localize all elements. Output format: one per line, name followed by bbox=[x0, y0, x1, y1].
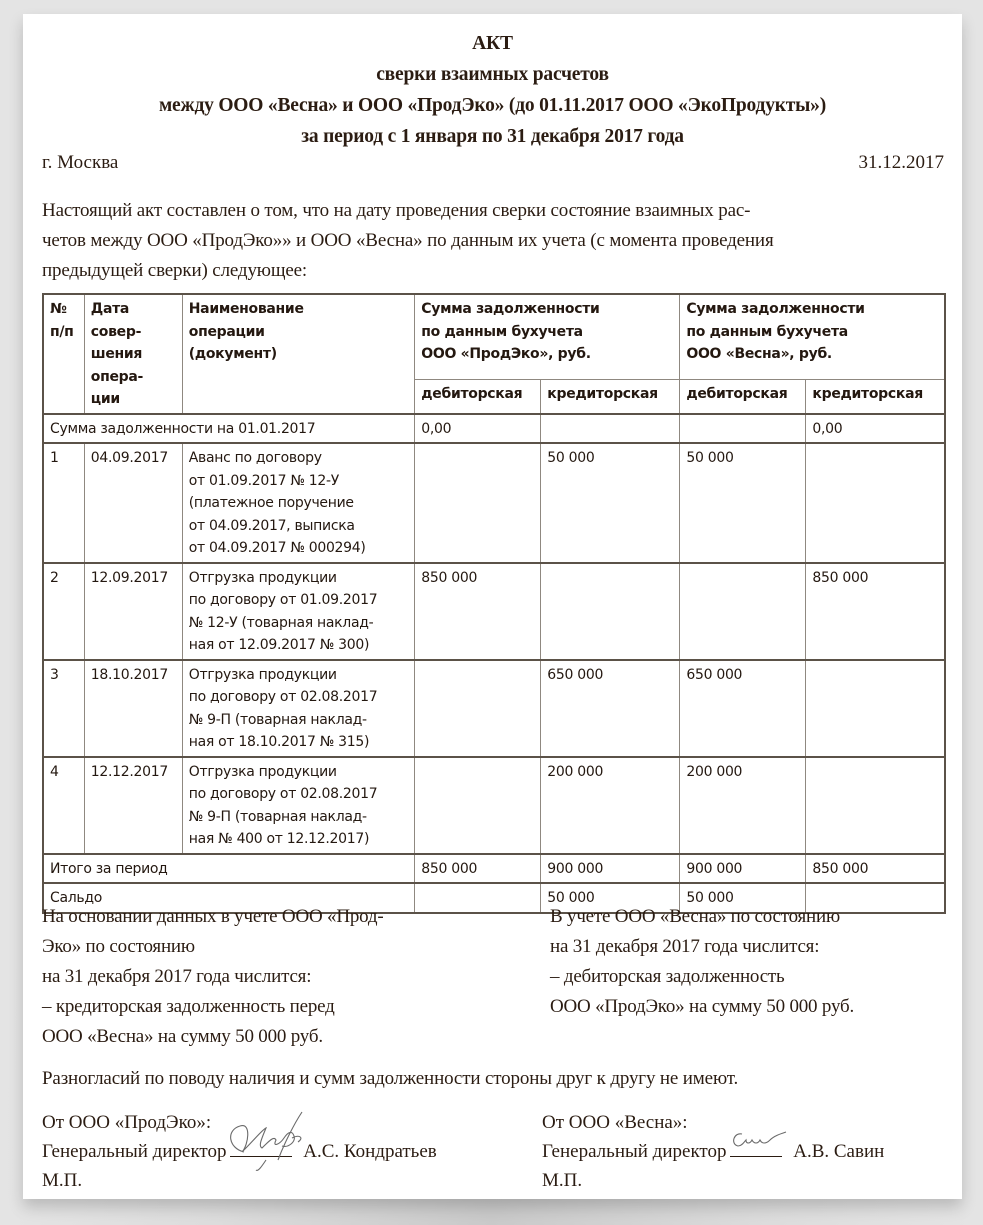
signature-position: Генеральный директор bbox=[42, 1141, 227, 1162]
cell-value bbox=[806, 443, 945, 563]
cell-value: 650 000 bbox=[541, 660, 680, 757]
subheader-credit-prodeko: кредиторская bbox=[541, 380, 680, 414]
signature-field bbox=[730, 1148, 782, 1157]
conclusion-prodeko bbox=[42, 902, 512, 1052]
subheader-debit-vesna: дебиторская bbox=[680, 380, 806, 414]
operation-line: Отгрузка продукции bbox=[188, 763, 337, 780]
signature-from: От ООО «ПродЭко»: bbox=[42, 1112, 212, 1133]
table-row bbox=[43, 757, 945, 854]
cell-value: 0,00 bbox=[415, 414, 541, 444]
title-line: за период с 1 января по 31 декабря 2017 года bbox=[301, 126, 684, 147]
header-text: ООО «ПродЭко», руб. bbox=[421, 346, 591, 362]
operation-line: от 01.09.2017 № 12-У bbox=[188, 472, 339, 489]
header-operation bbox=[182, 294, 415, 414]
cell-value: 900 000 bbox=[680, 854, 806, 884]
header-text: № bbox=[50, 301, 67, 317]
subheader-credit-vesna: кредиторская bbox=[806, 380, 945, 414]
conclusion-line: На основании данных в учете ООО «Прод- bbox=[42, 906, 384, 927]
row-operation bbox=[182, 757, 415, 854]
header-text: операции bbox=[188, 323, 265, 340]
signature-block-prodeko bbox=[42, 1108, 437, 1195]
operation-line: по договору от 01.09.2017 bbox=[188, 592, 378, 608]
city: г. Москва bbox=[42, 152, 119, 173]
cell-value bbox=[806, 757, 945, 854]
operation-line: Отгрузка продукции bbox=[188, 569, 337, 586]
header-text: Сумма задолженности bbox=[686, 301, 865, 317]
cell-value: 50 000 bbox=[680, 883, 806, 913]
operation-line: № 9-П (товарная наклад- bbox=[188, 711, 367, 728]
operation-line: по договору от 02.08.2017 bbox=[188, 786, 378, 802]
cell-value: 200 000 bbox=[541, 757, 680, 854]
cell-value: 50 000 bbox=[541, 443, 680, 563]
operation-line: № 9-П (товарная наклад- bbox=[188, 808, 367, 825]
header-text: шения bbox=[90, 346, 143, 362]
header-text: Сумма задолженности bbox=[421, 301, 600, 317]
title-line: АКТ bbox=[472, 33, 513, 54]
header-text: п/п bbox=[50, 323, 74, 340]
header-vesna bbox=[680, 294, 945, 380]
operation-line: ная № 400 от 12.12.2017) bbox=[188, 831, 370, 847]
header-text: совер- bbox=[90, 323, 142, 340]
intro-line: Настоящий акт составлен о том, что на дату проведения сверки состояние взаимных рас- bbox=[42, 200, 751, 221]
header-text: Наименование bbox=[188, 301, 304, 317]
conclusion-vesna bbox=[550, 902, 950, 1022]
operation-line: от 04.09.2017 № 000294) bbox=[188, 540, 366, 556]
operation-line: от 04.09.2017, выписка bbox=[188, 517, 355, 534]
table-row bbox=[43, 563, 945, 660]
header-date bbox=[84, 294, 182, 414]
conclusion-line: на 31 декабря 2017 года числится: bbox=[550, 936, 820, 957]
header-row bbox=[43, 294, 945, 380]
header-text: Дата bbox=[90, 301, 130, 317]
row-date: 04.09.2017 bbox=[84, 443, 182, 563]
signatory-name: А.С. Кондратьев bbox=[303, 1141, 437, 1162]
table-row bbox=[43, 443, 945, 563]
cell-value: 850 000 bbox=[415, 563, 541, 660]
cell-value: 850 000 bbox=[806, 854, 945, 884]
agreement-statement: Разногласий по поводу наличия и сумм задолженности стороны друг к другу не имеют. bbox=[42, 1068, 739, 1089]
conclusion-line: ООО «Весна» на сумму 50 000 руб. bbox=[42, 1026, 323, 1047]
operation-line: (платежное поручение bbox=[188, 495, 354, 511]
signature-from: От ООО «Весна»: bbox=[542, 1112, 688, 1133]
cell-value: 650 000 bbox=[680, 660, 806, 757]
operation-line: ная от 18.10.2017 № 315) bbox=[188, 734, 370, 750]
conclusion-line: Эко» по состоянию bbox=[42, 936, 195, 957]
document-date: 31.12.2017 bbox=[858, 152, 944, 173]
row-label: Сумма задолженности на 01.01.2017 bbox=[43, 414, 415, 444]
operation-line: Отгрузка продукции bbox=[188, 666, 337, 683]
operation-line: по договору от 02.08.2017 bbox=[188, 689, 378, 705]
cell-value bbox=[541, 414, 680, 444]
row-operation bbox=[182, 443, 415, 563]
header-text: ООО «Весна», руб. bbox=[686, 346, 832, 362]
signature-line bbox=[542, 1137, 884, 1166]
cell-value: 50 000 bbox=[541, 883, 680, 913]
cell-value bbox=[680, 414, 806, 444]
title-line: между ООО «Весна» и ООО «ПродЭко» (до 01.11.2017 ООО «ЭкоПродукты») bbox=[158, 95, 827, 116]
cell-value bbox=[415, 443, 541, 563]
cell-value: 50 000 bbox=[680, 443, 806, 563]
signature-position: Генеральный директор bbox=[542, 1141, 727, 1162]
row-num: 4 bbox=[43, 757, 84, 854]
header-num bbox=[43, 294, 84, 414]
row-date: 12.12.2017 bbox=[84, 757, 182, 854]
total-row bbox=[43, 854, 945, 884]
intro-line: предыдущей сверки) следующее: bbox=[42, 260, 308, 281]
row-num: 2 bbox=[43, 563, 84, 660]
header-prodeko bbox=[415, 294, 680, 380]
document-title bbox=[23, 28, 962, 152]
cell-value: 850 000 bbox=[415, 854, 541, 884]
conclusion-line: В учете ООО «Весна» по состоянию bbox=[550, 906, 840, 927]
signature-field bbox=[230, 1148, 292, 1157]
opening-balance-row bbox=[43, 414, 945, 444]
conclusion-line: – дебиторская задолженность bbox=[550, 966, 785, 987]
signature-line bbox=[42, 1137, 437, 1166]
intro-paragraph bbox=[42, 196, 944, 286]
operation-line: Аванс по договору bbox=[188, 450, 322, 466]
cell-value: 200 000 bbox=[680, 757, 806, 854]
cell-value bbox=[541, 563, 680, 660]
signature-block-vesna bbox=[542, 1108, 884, 1195]
cell-value bbox=[415, 660, 541, 757]
row-operation bbox=[182, 660, 415, 757]
row-num: 3 bbox=[43, 660, 84, 757]
cell-value: 850 000 bbox=[806, 563, 945, 660]
cell-value bbox=[806, 660, 945, 757]
header-text: опера- bbox=[90, 368, 144, 385]
title-line: сверки взаимных расчетов bbox=[376, 64, 609, 85]
row-operation bbox=[182, 563, 415, 660]
header-text: (документ) bbox=[188, 346, 277, 362]
document-page bbox=[23, 14, 962, 1199]
signatory-name: А.В. Савин bbox=[793, 1141, 885, 1162]
handwritten-signature-icon bbox=[222, 1108, 312, 1176]
operation-line: № 12-У (товарная наклад- bbox=[188, 614, 374, 631]
intro-line: четов между ООО «ПродЭко»» и ООО «Весна» по данным их учета (с момента проведения bbox=[42, 230, 774, 251]
header-text: по данным бухучета bbox=[686, 323, 848, 340]
subheader-debit-prodeko: дебиторская bbox=[415, 380, 541, 414]
operation-line: ная от 12.09.2017 № 300) bbox=[188, 637, 370, 653]
conclusion-line: на 31 декабря 2017 года числится: bbox=[42, 966, 312, 987]
row-label: Сальдо bbox=[43, 883, 415, 913]
stamp-place: М.П. bbox=[42, 1170, 83, 1191]
cell-value bbox=[415, 757, 541, 854]
stamp-place: М.П. bbox=[542, 1170, 583, 1191]
row-label: Итого за период bbox=[43, 854, 415, 884]
cell-value: 0,00 bbox=[806, 414, 945, 444]
handwritten-signature-icon bbox=[724, 1128, 794, 1158]
row-date: 12.09.2017 bbox=[84, 563, 182, 660]
header-text: по данным бухучета bbox=[421, 323, 583, 340]
conclusion-line: ООО «ПродЭко» на сумму 50 000 руб. bbox=[550, 996, 855, 1017]
cell-value: 900 000 bbox=[541, 854, 680, 884]
header-text: ции bbox=[90, 391, 120, 407]
conclusion-line: – кредиторская задолженность перед bbox=[42, 996, 335, 1017]
row-num: 1 bbox=[43, 443, 84, 563]
reconciliation-table bbox=[42, 293, 946, 914]
row-date: 18.10.2017 bbox=[84, 660, 182, 757]
table-row bbox=[43, 660, 945, 757]
cell-value bbox=[680, 563, 806, 660]
